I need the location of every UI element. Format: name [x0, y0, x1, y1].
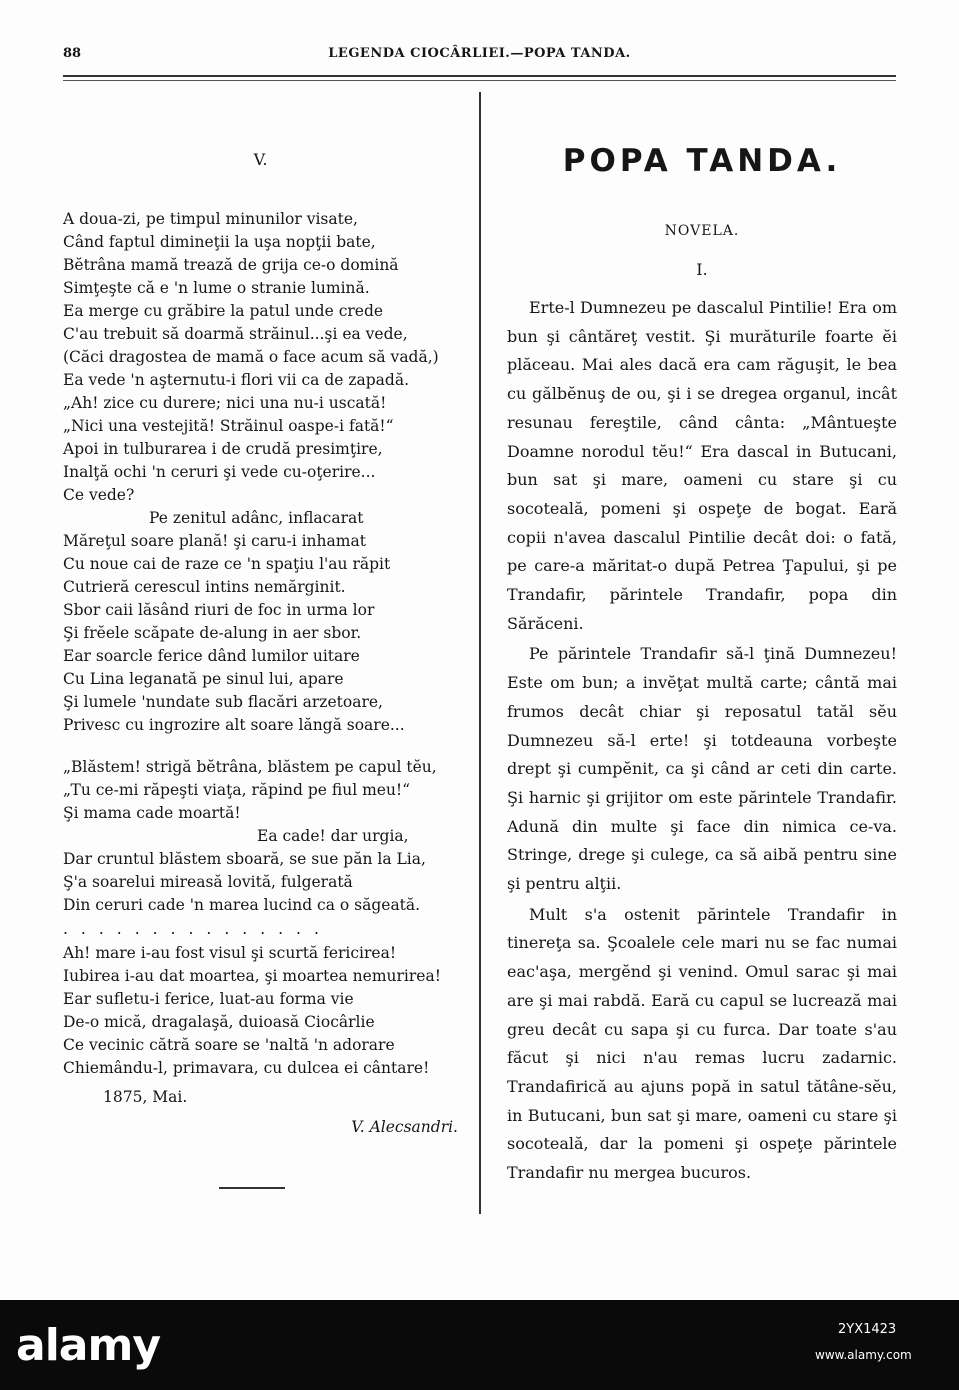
- verse-line: De-o mică, dragalaşă, duioasă Ciocârlie: [63, 1013, 375, 1031]
- verse-line: (Căci dragostea de mamă o face acum să vadă,): [63, 348, 439, 366]
- right-section-number: I.: [696, 260, 708, 279]
- left-column: [63, 150, 458, 1140]
- logo-text: alamy: [16, 1320, 160, 1370]
- verse-line: Cutrieră cerescul intins nemărginit.: [63, 578, 346, 596]
- image-id: 2YX1423: [838, 1322, 897, 1337]
- header-rule-top: [63, 75, 896, 77]
- right-column: [507, 138, 897, 1190]
- verse-line: Bĕtrâna mamă trează de grija ce-o domină: [63, 256, 399, 274]
- paragraph: Mult s'a ostenit părintele Trandafir in tinereţa sa. Şcoalele cele mari nu se fac numai eac'aşa, mergĕnd şi venind. Omul sarac şi mai are şi mai rabdă. Eară cu capul se lucrează mai greu decât cu sapa şi cu furca. Dar toate s'au făcut şi nici n'au remas lucru zadarnic. Trandafirică au ajuns popă in satul tătâne-sĕu, in Butucani, bun sat şi mare, oameni cu stare şi socoteală, dar la pomeni şi ospeţe părintele Trandafir nu mergea bucuros.: [507, 904, 897, 1183]
- left-section-number: V.: [253, 150, 268, 169]
- verse-line: Şi frĕele scăpate de-alung in aer sbor.: [63, 624, 362, 642]
- verse-line: C'au trebuit să doarmă străinul...şi ea vede,: [63, 325, 408, 343]
- verse-line: Ce vede?: [63, 486, 135, 504]
- verse-line: Cu noue cai de raze ce 'n spaţiu l'au răpit: [63, 555, 391, 573]
- stanza-1: [63, 208, 458, 507]
- dots-separator: ...............: [63, 920, 332, 938]
- verse-line: Din ceruri cade 'n marea lucind ca o săgeată.: [63, 896, 421, 914]
- paragraph: Erte-l Dumnezeu pe dascalul Pintilie! Era om bun şi cântăreţ vestit. Şi murăturile foarte ĕi plăceau. Mai ales dacă era cam răguşit, le bea cu gălbĕnuş de ou, şi i se dregea organul, incât resunau fereştile, când cânta: „Mântueşte Doamne norodul tĕu!“ Era dascal in Butucani, bun sat şi mare, oameni cu stare şi cu socoteală, pomeni şi ospeţe de bogat. Eară copii n'avea dascalul Pintilie decât doi: o fată, pe care-a măritat-o după Petrea Ţapului, şi pe Trandafir, părintele Trandafir, popa din Sărăceni.: [507, 298, 897, 633]
- page-number: 88: [63, 46, 82, 61]
- verse-line: Inalţă ochi 'n ceruri şi vede cu-oţerire...: [63, 463, 376, 481]
- poem-date: 1875, Mai.: [103, 1088, 188, 1106]
- alamy-logo: [14, 1318, 204, 1370]
- stanza-2-continued: [63, 848, 458, 917]
- verse-line: Privesc cu ingrozire alt soare lăngă soare...: [63, 716, 405, 734]
- verse-line: Dar cruntul blăstem sboară, se sue păn la Lia,: [63, 850, 426, 868]
- verse-line: Sbor caii lăsând riuri de foc in urma lor: [63, 601, 375, 619]
- verse-line: Ear soarcle ferice dând lumilor uitare: [63, 647, 360, 665]
- verse-line-indented-2: Ea cade! dar urgia,: [257, 827, 409, 845]
- verse-line: Apoi in tulburarea i de crudă presimţire,: [63, 440, 383, 458]
- verse-line: Ear sufletu-i ferice, luat-au forma vie: [63, 990, 354, 1008]
- stanza-2: [63, 756, 458, 825]
- stanza-1-continued: [63, 530, 458, 737]
- column-divider: [479, 92, 481, 1214]
- verse-line: „Nici una vestejită! Străinul oaspe-i fată!“: [63, 417, 394, 435]
- story-title: POPA TANDA.: [562, 143, 842, 179]
- verse-line: Ah! mare i-au fost visul şi scurtă fericirea!: [63, 944, 397, 962]
- paragraph: Pe părintele Trandafir să-l ţină Dumnezeu! Este om bun; a invĕţat multă carte; cântă mai frumos decât chiar şi reposatul tatăl sĕu Dumnezeu să-l erte! şi totdeauna vorbeşte drept şi cumpĕnit, ca şi când ar ceti din carte. Şi harnic şi grijitor om este părintele Trandafir. Adună din multe şi face din nimica ce-va. Stringe, drege şi culege, ca să aibă pentru sine şi pentru alţii.: [507, 644, 897, 894]
- stanza-3: [63, 942, 458, 1080]
- verse-line: Când faptul dimineţii la uşa nopţii bate,: [63, 233, 376, 251]
- verse-line: Şi mama cade moartă!: [63, 804, 241, 822]
- verse-line: Ş'a soarelui mireasă lovită, fulgerată: [63, 873, 353, 891]
- end-rule: [219, 1187, 285, 1189]
- verse-line: „Blăstem! strigă bĕtrâna, blăstem pe capul tĕu,: [63, 758, 437, 776]
- verse-line: „Ah! zice cu durere; nici una nu-i uscată!: [63, 394, 387, 412]
- verse-line: A doua-zi, pe timpul minunilor visate,: [63, 210, 358, 228]
- verse-line: Şi lumele 'nundate sub flacări arzetoare,: [63, 693, 383, 711]
- running-title: LEGENDA CIOCÂRLIEI.—POPA TANDA.: [328, 46, 631, 61]
- verse-line: Chiemându-l, primavara, cu dulcea ei cântare!: [63, 1059, 430, 1077]
- verse-line: „Tu ce-mi răpeşti viaţa, răpind pe fiul meu!“: [63, 781, 411, 799]
- verse-line: Iubirea i-au dat moartea, şi moartea nemurirea!: [63, 967, 441, 985]
- verse-line: Ce vecinic cătră soare se 'naltă 'n adorare: [63, 1036, 395, 1054]
- header-rule-bottom: [63, 80, 896, 81]
- watermark-url: www.alamy.com: [815, 1348, 912, 1362]
- verse-line-indented: Pe zenitul adânc, inflacarat: [149, 509, 364, 527]
- verse-line: Măreţul soare plană! şi caru-i inhamat: [63, 532, 366, 550]
- verse-line: Ea vede 'n aşternutu-i flori vii ca de zapadă.: [63, 371, 410, 389]
- author-signature: V. Alecsandri.: [351, 1118, 458, 1136]
- verse-line: Simţeşte că e 'n lume o stranie lumină.: [63, 279, 370, 297]
- verse-line: Ea merge cu grăbire la patul unde crede: [63, 302, 384, 320]
- story-subtitle: NOVELA.: [664, 223, 740, 239]
- verse-line: Cu Lina leganată pe sinul lui, apare: [63, 670, 344, 688]
